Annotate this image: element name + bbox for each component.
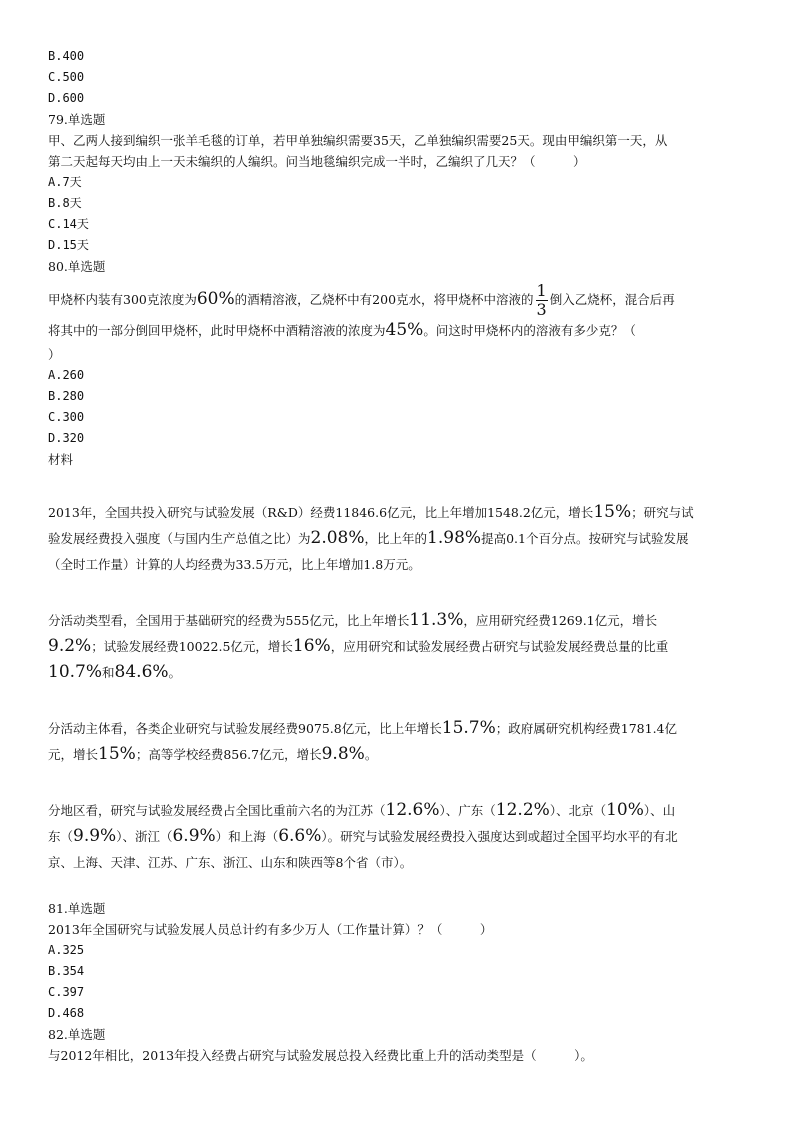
p3-value: 15.7% — [441, 718, 496, 738]
p2-value: 11.3% — [409, 610, 464, 630]
material-paragraph-3 — [48, 716, 760, 768]
p2-text: ，应用研究和试验发展经费占研究与试验发展经费总量的比重 — [330, 639, 669, 654]
q80-fraction — [536, 283, 548, 318]
p4-text: 东（ — [48, 829, 74, 844]
p3-value: 15% — [98, 744, 136, 764]
q80-text: 将其中的一部分倒回甲烧杯，此时甲烧杯中酒精溶液的浓度为 — [48, 323, 386, 338]
p4-text: ）。研究与试验发展经费投入强度达到或超过全国平均水平的有北 — [321, 829, 678, 844]
p3-text: ；高等学校经费856.7亿元，增长 — [135, 747, 322, 762]
question-81 — [48, 898, 760, 1024]
p4-value: 12.2% — [495, 800, 550, 820]
q80-stem-line2 — [48, 318, 760, 344]
question-82 — [48, 1024, 760, 1066]
q79-header: 79.单选题 — [48, 112, 106, 127]
p1-text: 提高0.1个百分点。按研究与试验发展 — [481, 531, 689, 546]
p4-value: 12.6% — [385, 800, 440, 820]
document-page — [48, 46, 760, 1066]
p4-text: ）和上海（ — [215, 829, 279, 844]
p3-text: ；政府属研究机构经费1781.4亿 — [495, 721, 678, 736]
p2-text: 和 — [102, 665, 115, 680]
p2-text: 。 — [168, 665, 182, 680]
p2-text: ，应用研究经费1269.1亿元，增长 — [463, 613, 658, 628]
q80-fraction-denominator: 3 — [536, 300, 547, 319]
q80-text: 甲烧杯内装有300克浓度为 — [48, 292, 197, 307]
p1-text: ，比上年的 — [364, 531, 428, 546]
q79-option-a: A.7天 — [48, 175, 82, 189]
q80-option-c: C.300 — [48, 410, 85, 424]
q81-option-b: B.354 — [48, 964, 85, 978]
p3-text: 。 — [364, 747, 378, 762]
p1-text: ；研究与试 — [631, 505, 694, 520]
p4-text: ）、北京（ — [549, 803, 607, 818]
p3-value: 9.8% — [321, 744, 365, 764]
q80-stem-line3: ） — [48, 347, 61, 362]
q79-stem-line1: 甲、乙两人接到编织一张羊毛毯的订单，若甲单独编织需要35天，乙单独编织需要25天。现由甲编织第一天，从 — [48, 133, 668, 148]
p4-text: 分地区看，研究与试验发展经费占全国比重前六名的为江苏（ — [48, 803, 386, 818]
q80-text: 的酒精溶液，乙烧杯中有200克水，将甲烧杯中溶液的 — [234, 292, 534, 307]
p1-text: 验发展经费投入强度（与国内生产总值之比）为 — [48, 531, 311, 546]
p2-text: 分活动类型看，全国用于基础研究的经费为555亿元，比上年增长 — [48, 613, 410, 628]
q79-stem-line2: 第二天起每天均由上一天未编织的人编织。问当地毯编织完成一半时，乙编织了几天？（ ） — [48, 154, 586, 169]
q81-option-d: D.468 — [48, 1006, 85, 1020]
q80-option-a: A.260 — [48, 368, 85, 382]
material-paragraph-2 — [48, 608, 760, 686]
p1-value: 1.98% — [427, 528, 482, 548]
p4-text: ）、广东（ — [439, 803, 496, 818]
q79-option-b: B.8天 — [48, 196, 82, 210]
material-label: 材料 — [48, 452, 74, 467]
q80-fraction-numerator: 1 — [536, 281, 547, 300]
p2-text: ；试验发展经费10022.5亿元，增长 — [91, 639, 293, 654]
q82-header: 82.单选题 — [48, 1027, 106, 1042]
p4-value: 9.9% — [73, 826, 117, 846]
q81-option-c: C.397 — [48, 985, 85, 999]
q78-option-d: D.600 — [48, 91, 85, 105]
p2-value: 84.6% — [114, 662, 169, 682]
q80-percent-60: 60% — [196, 289, 235, 309]
p3-text: 元，增长 — [48, 747, 99, 762]
p1-text: （全时工作量）计算的人均经费为33.5万元，比上年增加1.8万元。 — [48, 557, 421, 572]
p1-value: 2.08% — [310, 528, 365, 548]
p1-value: 15% — [593, 502, 632, 522]
p4-text: 京、上海、天津、江苏、广东、浙江、山东和陕西等8个省（市）。 — [48, 855, 413, 870]
material-section — [48, 449, 760, 876]
p4-text: ）、山 — [643, 803, 676, 818]
p4-text: ）、浙江（ — [116, 829, 173, 844]
q80-text: 倒入乙烧杯，混合后再 — [549, 292, 675, 307]
material-paragraph-4 — [48, 798, 760, 876]
p4-value: 6.9% — [172, 826, 216, 846]
question-79 — [48, 109, 760, 256]
q80-text: 。问这时甲烧杯内的溶液有多少克？（ — [423, 323, 636, 338]
p2-value: 9.2% — [48, 636, 92, 656]
q80-stem-line1 — [48, 283, 760, 318]
q80-percent-45: 45% — [385, 320, 424, 340]
q80-header: 80.单选题 — [48, 259, 106, 274]
p2-value: 16% — [292, 636, 331, 656]
q79-option-c: C.14天 — [48, 217, 89, 231]
p1-text: 2013年，全国共投入研究与试验发展（R&D）经费11846.6亿元，比上年增加1548.2亿元，增长 — [48, 505, 594, 520]
q81-stem: 2013年全国研究与试验发展人员总计约有多少万人（工作量计算）？（ ） — [48, 922, 493, 937]
p3-text: 分活动主体看，各类企业研究与试验发展经费9075.8亿元，比上年增长 — [48, 721, 442, 736]
q80-option-b: B.280 — [48, 389, 85, 403]
p4-value: 6.6% — [278, 826, 322, 846]
question-80 — [48, 256, 760, 449]
q80-option-d: D.320 — [48, 431, 85, 445]
q82-stem: 与2012年相比，2013年投入经费占研究与试验发展总投入经费比重上升的活动类型是（ ）。 — [48, 1048, 593, 1063]
q81-header: 81.单选题 — [48, 901, 106, 916]
q78-options — [48, 46, 760, 109]
q78-option-c: C.500 — [48, 70, 85, 84]
p2-value: 10.7% — [48, 662, 103, 682]
q78-option-b: B.400 — [48, 49, 85, 63]
material-paragraph-1 — [48, 500, 760, 578]
q79-option-d: D.15天 — [48, 238, 89, 252]
q81-option-a: A.325 — [48, 943, 85, 957]
p4-value: 10% — [606, 800, 644, 820]
